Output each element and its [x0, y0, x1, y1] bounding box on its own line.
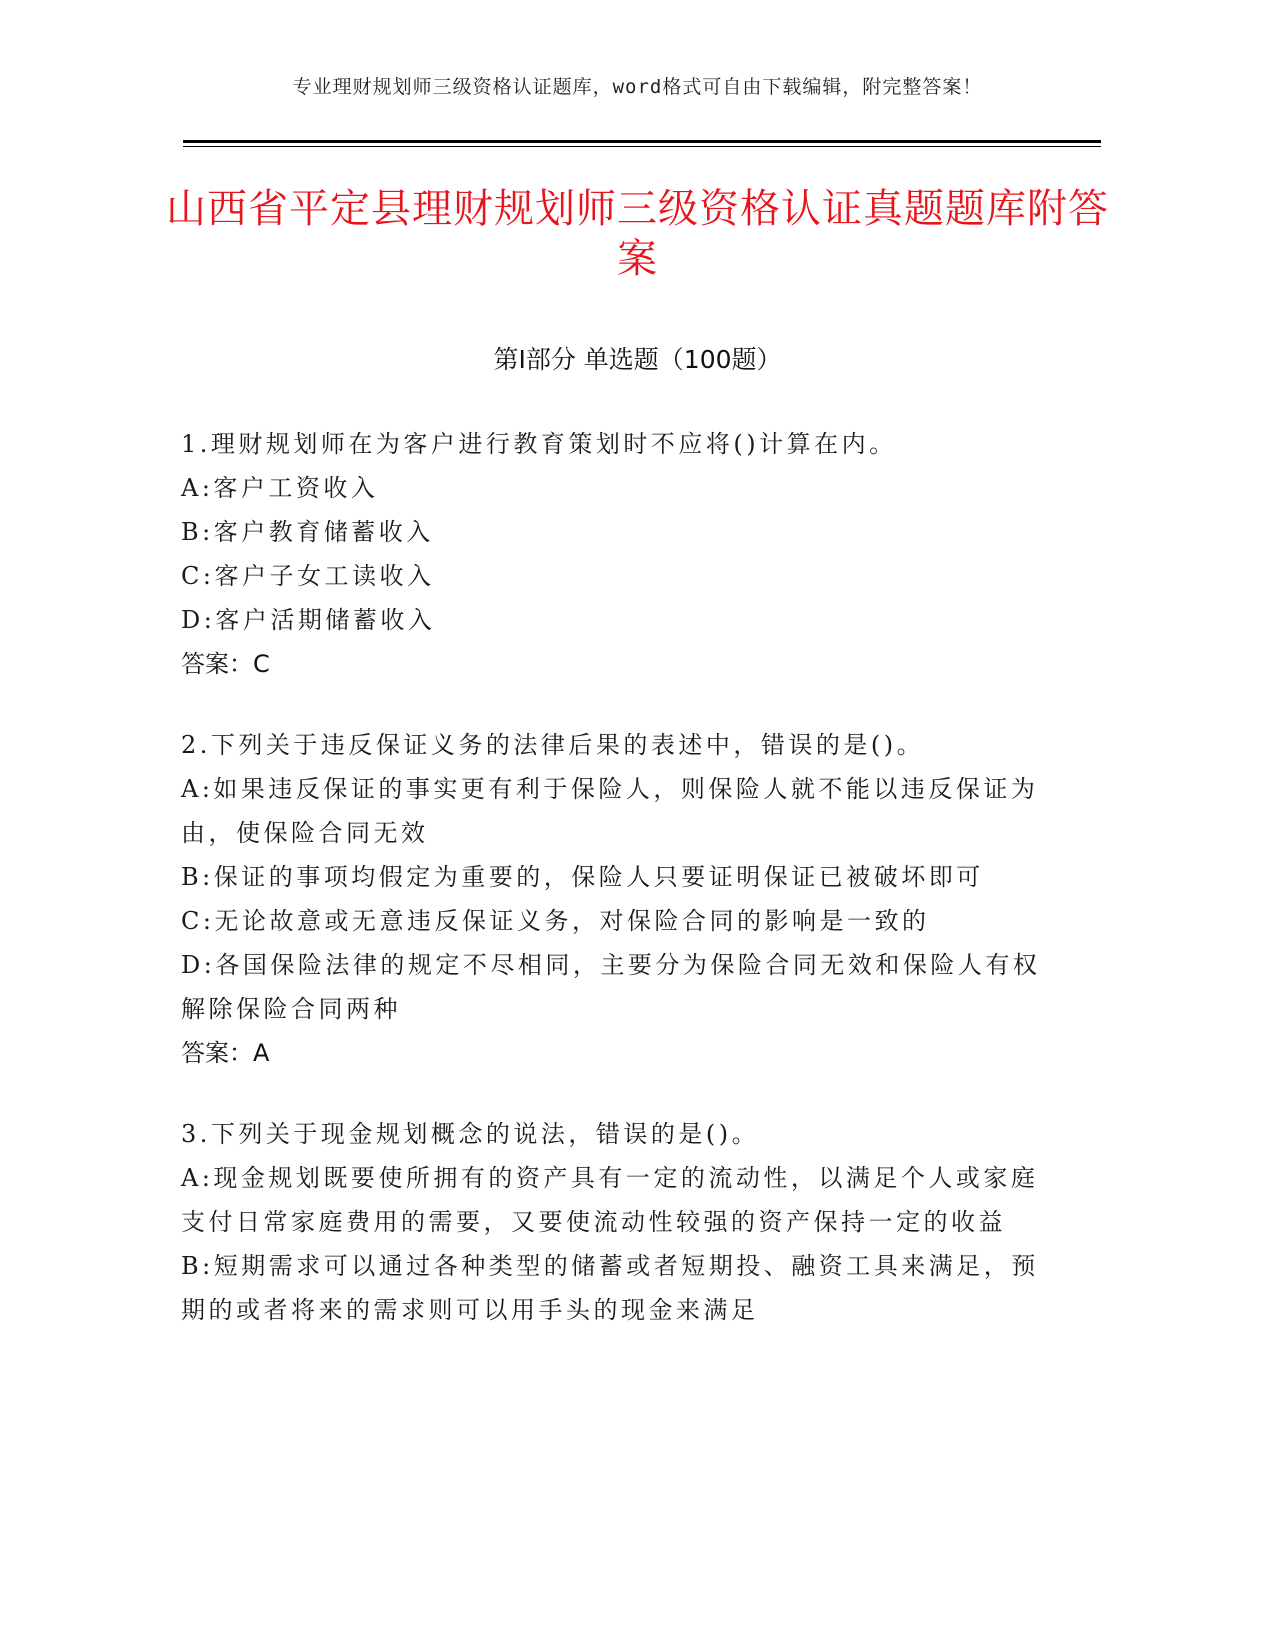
- header-rule-thin: [183, 146, 1101, 147]
- question-1: [181, 422, 1041, 686]
- answer-line: 答案：A: [181, 1039, 270, 1067]
- option-a: A:如果违反保证的事实更有利于保险人，则保险人就不能以违反保证为由，使保险合同无效: [181, 775, 1039, 847]
- question-list: [181, 422, 1041, 1369]
- question-2: [181, 723, 1041, 1075]
- answer-line: 答案：C: [181, 650, 270, 678]
- document-title: 山西省平定县理财规划师三级资格认证真题题库附答案: [166, 186, 1109, 282]
- option-d: D:客户活期储蓄收入: [181, 606, 436, 634]
- header-rule-thick: [183, 140, 1101, 143]
- option-c: C:客户子女工读收入: [181, 562, 435, 590]
- section-title: 第Ⅰ部分 单选题（100题）: [493, 345, 782, 374]
- option-a: A:现金规划既要使所拥有的资产具有一定的流动性，以满足个人或家庭支付日常家庭费用的需要，又要使流动性较强的资产保持一定的收益: [181, 1164, 1039, 1236]
- option-a: A:客户工资收入: [181, 474, 379, 502]
- option-d: D:各国保险法律的规定不尽相同，主要分为保险合同无效和保险人有权解除保险合同两种: [181, 951, 1041, 1023]
- question-stem: 1.理财规划师在为客户进行教育策划时不应将()计算在内。: [181, 430, 897, 458]
- question-stem: 2.下列关于违反保证义务的法律后果的表述中，错误的是()。: [181, 731, 925, 759]
- option-b: B:客户教育储蓄收入: [181, 518, 434, 546]
- option-b: B:短期需求可以通过各种类型的储蓄或者短期投、融资工具来满足，预期的或者将来的需求则可以用手头的现金来满足: [181, 1252, 1039, 1324]
- header-note: 专业理财规划师三级资格认证题库，word格式可自由下载编辑，附完整答案！: [292, 76, 983, 98]
- option-b: B:保证的事项均假定为重要的，保险人只要证明保证已被破坏即可: [181, 863, 984, 891]
- option-c: C:无论故意或无意违反保证义务，对保险合同的影响是一致的: [181, 907, 930, 935]
- question-stem: 3.下列关于现金规划概念的说法，错误的是()。: [181, 1120, 760, 1148]
- question-3: [181, 1112, 1041, 1332]
